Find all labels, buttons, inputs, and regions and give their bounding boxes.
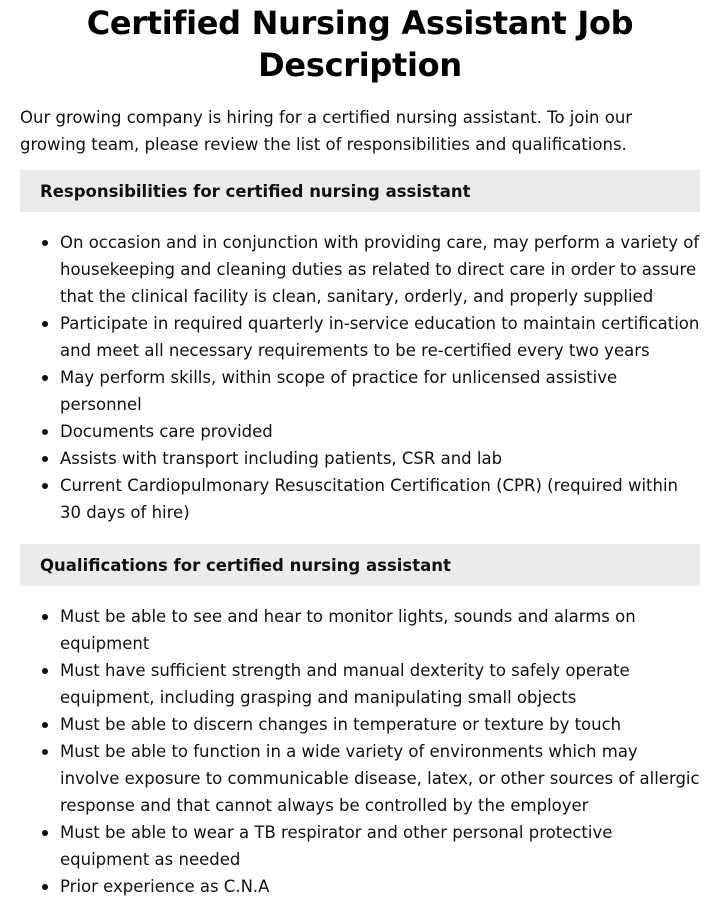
- list-item: Must have sufficient strength and manual dexterity to safely operate equipment, including grasping and manipulating small objects: [20, 657, 700, 711]
- list-item: Must be able to see and hear to monitor lights, sounds and alarms on equipment: [20, 603, 700, 657]
- list-item: Prior experience as C.N.A: [20, 873, 700, 900]
- list-item: Must be able to wear a TB respirator and other personal protective equipment as needed: [20, 819, 700, 873]
- list-item: Documents care provided: [20, 418, 700, 445]
- list-item: Assists with transport including patients, CSR and lab: [20, 445, 700, 472]
- qualifications-heading: Qualifications for certified nursing assistant: [20, 544, 700, 586]
- list-item: Participate in required quarterly in-service education to maintain certification and meet all necessary requirements to be re-certified every two years: [20, 310, 700, 364]
- list-item: May perform skills, within scope of practice for unlicensed assistive personnel: [20, 364, 700, 418]
- responsibilities-heading: Responsibilities for certified nursing assistant: [20, 170, 700, 212]
- intro-paragraph: Our growing company is hiring for a certified nursing assistant. To join our growing team, please review the list of responsibilities and qualifications.: [20, 108, 633, 154]
- list-item: On occasion and in conjunction with providing care, may perform a variety of housekeeping and cleaning duties as related to direct care in order to assure that the clinical facility is clean, sanitary, orderly, and properly supplied: [20, 229, 700, 310]
- page-title: Certified Nursing Assistant Job Description: [86, 4, 634, 84]
- list-item: Current Cardiopulmonary Resuscitation Certification (CPR) (required within 30 days of hire): [20, 472, 700, 526]
- list-item: Must be able to function in a wide variety of environments which may involve exposure to communicable disease, latex, or other sources of allergic response and that cannot always be controlled by the employer: [20, 738, 700, 819]
- qualifications-list: [20, 603, 700, 900]
- responsibilities-list: [20, 229, 700, 526]
- list-item: Must be able to discern changes in temperature or texture by touch: [20, 711, 700, 738]
